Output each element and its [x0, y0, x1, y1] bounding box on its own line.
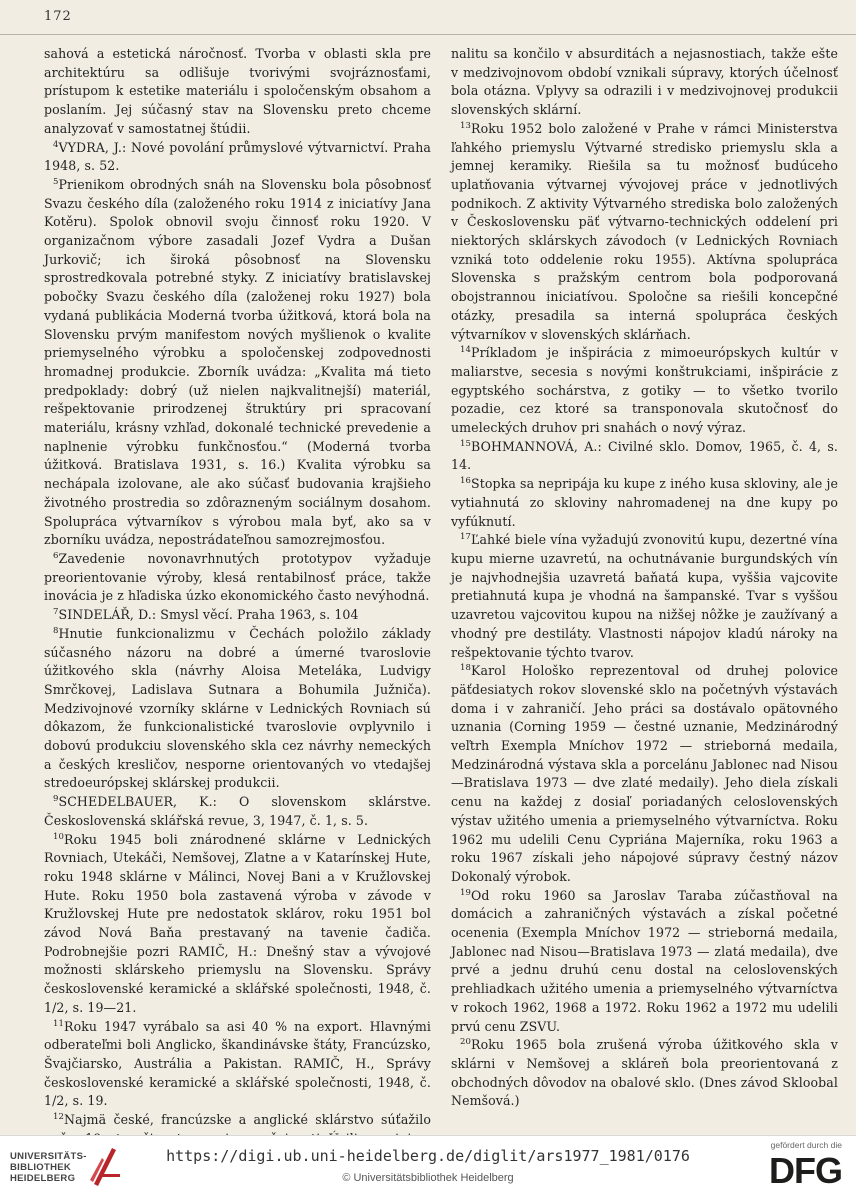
header-rule: [0, 34, 856, 35]
footnote: $^{11}$Roku 1947 vyrábalo sa asi 40 % na export. Hlavnými odberateľmi boli Anglicko, škandinávske štáty, Francúzsko, Švajčiarsko, Austrália a Pakistan. RAMIČ, H., Správy československé keramické a sklářské společnosti, 1948, č. 1/2, s. 19.: [44, 1018, 431, 1109]
page-number: 172: [44, 9, 72, 24]
copyright-notice: © Universitätsbibliothek Heidelberg: [342, 1172, 514, 1184]
dfg-sponsor[interactable]: [758, 1140, 842, 1192]
footnote: $^4$VYDRA, J.: Nové povolání průmyslové výtvarnictví. Praha 1948, s. 52.: [44, 139, 431, 174]
footnote: $^{14}$Príkladom je inšpirácia z mimoeurópskych kultúr v maliarstve, secesia s novými konštrukciami, inšpirácie z egyptského sochárstva, z gotiky — to všetko tvorilo pozadie, cez ktoré sa transponovala skutočnosť do umeleckých druhov pri snahách o nový výraz.: [451, 345, 838, 436]
institution-name: UNIVERSITÄTS- BIBLIOTHEK HEIDELBERG: [10, 1151, 87, 1184]
footnote: $^{19}$Od roku 1960 sa Jaroslav Taraba zúčastňoval na domácich a zahraničných výstavách a získal početné ocenenia (Exempla Mníchov 1972 — strieborná medaila, Jablonec nad Nisou—Bratislava 1973 — zlatá medaila), dve prvé a jednu druhú cenu dostal na celoslovenských prehliadkach užitého umenia a priemyselného výtvarníctva v rokoch 1962, 1968 a 1972. Roku 1962 a 1972 mu udelili prvú cenu ZSVU.: [451, 887, 838, 1034]
right-column: [451, 45, 838, 1111]
footnote: $^9$SCHEDELBAUER, K.: O slovenskom sklárstve. Československá sklářská revue, 3, 1947, č. 1, s. 5.: [44, 794, 431, 828]
footnote: $^{17}$Ľahké biele vína vyžadujú zvonovitú kupu, dezertné vína kupu mierne uzavretú, na ochutnávanie burgundských vín je najvhodnejšia uzavretá baňatá kupa, vyššia vajcovite pretiahnutá kupa je vhodná na šampanské. Tvar s vyššou uzavretou vajcovitou kupou na nižšej nôžke je zaužívaný a vhodný pre destiláty. Vlastnosti nápojov kladú nároky na rešpektovanie týchto tvarov.: [451, 532, 838, 660]
left-column: [44, 45, 431, 1148]
footnote: $^{13}$Roku 1952 bolo založené v Prahe v rámci Ministerstva ľahkého priemyslu Výtvarné stredisko priemyslu skla a jemnej keramiky. Riešila sa tu možnosť budúceho uplatňovania výtvarnej vývojovej práce v jednotlivých podnikoch. Z aktivity Výtvarného strediska bolo založených v Československu päť výtvarno-technických oddelení pri niektorých sklárskych závodoch (v Lednických Rovniach vzniká toto oddelenie roku 1955). Aktívna spolupráca Slovenska s pražským centrom bola podporovaná obojstrannou iniciatívou. Spoločne sa riešili koncepčné otázky, presadila sa interná spolupráca českých výtvarníkov v slovenských sklárňach.: [451, 120, 838, 342]
footnote: $^{12}$Najmä české, francúzske a anglické sklárstvo súťažilo: [53, 1112, 431, 1128]
footnote: $^5$Prienikom obrodných snáh na Slovensku bola pôsobnosť Svazu českého díla (založeného roku 1914 z iniciatívy Jana Kotěru). Spolok obnovil svoju činnosť roku 1920. V organizačnom výbore zasadali Jozef Vydra a Dušan Jurkovič; ich široká pôsobnosť na Slovensku sprostredkovala potrebné styky. Z iniciatívy bratislavskej pobočky Svazu českého díla (založenej roku 1927) bola vydaná publikácia Moderná tvorba úžitková, ktorá bola na Slovensku prvým manifestom nových myšlienok o kvalite priemyselného výrobku a spoločenskej zodpovednosti hromadnej produkcie. Zborník uvádza: „Kvalita má tieto predpoklady: dobrý (už nielen najkvalitnejší) materiál, rešpektovanie prirodzenej štruktúry pri spracovaní materiálu, krásny vzhľad, dokonalé technické prevedenie a naplnenie výrobku funkčnosťou.“ (Moderná tvorba úžitková. Bratislava 1931, s. 16.) Kvalita výrobku sa nechápala izolovane, ale ako súčasť budovania krajšieho životného prostredia so zdôrazneným sociálnym dosahom. Spolupráca výtvarníkov s výrobou mala byť, ako sa v zborníku uvádza, nepostrádateľnou samozrejmosťou.: [44, 176, 431, 548]
footnote: $^8$Hnutie funkcionalizmu v Čechách položilo základy súčasného názoru na dobré a úmerné tvaroslovie úžitkového skla (návrhy Aloisa Meteláka, Ludvigy Smrčkovej, Ladislava Sutnara a Bohumila Južniča). Medzivojnové vzorníky sklárne v Lednických Rovniach sú dôkazom, že funkcionalistické tvaroslovie ovplyvnilo i dobovú produkciu slovenského skla cez návrhy nemeckých a českých kresličov, nesporne orientovaných vo vtedajšej stredoeurópskej sklárskej produkcii.: [44, 625, 431, 791]
footnote: $^{18}$Karol Hološko reprezentoval od druhej polovice päťdesiatych rokov slovenské sklo na početnývh výstavách doma i v zahraničí. Jeho práci sa dostávalo opätovného uznania (Corning 1959 — čestné uznanie, Medzinárodný veľtrh Exempla Mníchov 1972 — strieborná medaila, Medzinárodná výstava skla a porcelánu Jablonec nad Nisou—Bratislava 1973 — dve zlaté medaily). Jeho diela získali cenu na každej z dosiaľ poriadaných celoslovenských výstav užitého umenia a priemyselného výtvarníctva. Roku 1962 mu udelili Cenu Cypriána Majerníka, roku 1963 a roku 1967 získali jeho nápojové súpravy čestný názov Dokonalý výrobok.: [451, 663, 838, 884]
dfg-logo-text: DFG: [769, 1152, 842, 1188]
permalink-url[interactable]: https://digi.ub.uni-heidelberg.de/diglit/ars1977_1981/0176: [166, 1147, 690, 1165]
footnote: $^{20}$Roku 1965 bola zrušená výroba úžitkového skla v sklárni v Nemšovej a skláreň bola preorientovaná z obchodných dôvodov na obalové sklo. (Dnes závod Skloobal Nemšová.): [451, 1037, 838, 1109]
sponsor-label: gefördert durch die: [770, 1140, 842, 1150]
footnote: $^6$Zavedenie novonavrhnutých prototypov vyžaduje preorientovanie výroby, klesá rentabilnosť práce, takže inovácia je z hľadiska úzko ekonomického často nevýhodná.: [44, 550, 431, 604]
footnote: sahová a estetická náročnosť. Tvorba v oblasti skla pre architektúru sa odlišuje tvorivými svojráznosťami, prístupom k estetike materiálu i spoločenským obsahom a poslaním. Jej súčasný stav na Slovensku preto chceme analyzovať v samostatnej štúdii.: [44, 46, 431, 136]
footnote: $^{15}$BOHMANNOVÁ, A.: Civilné sklo. Domov, 1965, č. 4, s. 14.: [451, 438, 838, 473]
footnote: $^7$SINDELÁŘ, D.: Smysl věcí. Praha 1963, s. 104: [53, 607, 359, 623]
footnote: $^{16}$Stopka sa nepripája ku kupe z iného kusa skloviny, ale je vytiahnutá zo skloviny nahromadenej na dne kupy po vyfúknutí.: [451, 476, 838, 529]
footer-bar: [0, 1135, 856, 1196]
footnote: nalitu sa končilo v absurditách a nejasnostiach, takže ešte v medzivojnovom období vznikali súpravy, ktorých účelnosť bola otázna. Vplyvy sa odrazili i v medzivojnovej produkcii slovenských sklární.: [451, 46, 838, 118]
dfg-logo: [758, 1152, 842, 1188]
footnote: $^{10}$Roku 1945 boli znárodnené sklárne v Lednických Rovniach, Utekáči, Nemšovej, Zlatne a v Katarínskej Hute, roku 1948 sklárne v Málinci, Novej Bani a v Kružlovskej Hute. Roku 1950 bola zastavená výroba v závode v Kružlovskej Hute pre nedostatok sklárov, roku 1951 bol závod Nová Baňa prestavaný na tavenie čadiča. Podrobnejšie pozri RAMIČ, H.: Dnešný stav a vývojové možnosti sklárskeho priemyslu na Slovensku. Správy československé keramické a sklářské společnosti, 1948, č. 1/2, s. 19—21.: [44, 831, 431, 1015]
